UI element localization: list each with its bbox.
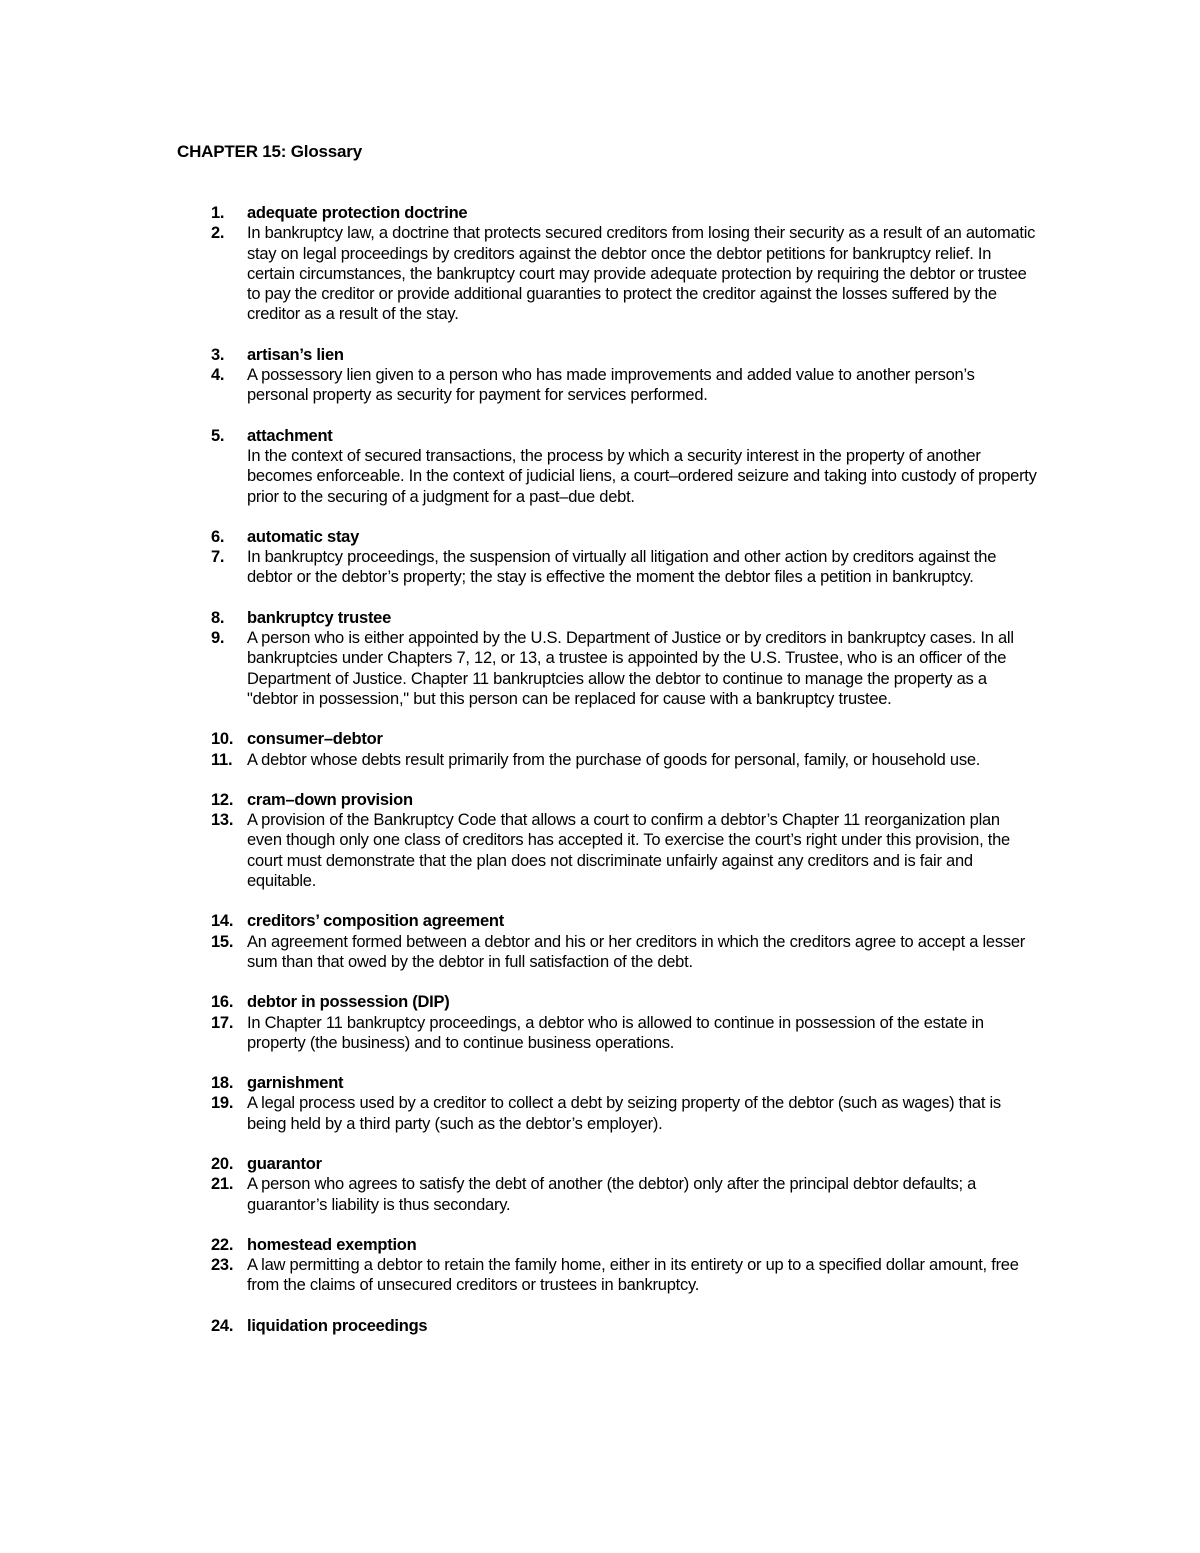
glossary-definition: A person who agrees to satisfy the debt of another (the debtor) only after the principal debtor defaults; a guarantor’s liability is thus secondary. xyxy=(247,1175,977,1214)
glossary-entry xyxy=(177,729,1037,770)
glossary-definition: In Chapter 11 bankruptcy proceedings, a debtor who is allowed to continue in possession of the estate in property (the business) and to continue business operations. xyxy=(247,1013,984,1052)
glossary-entry xyxy=(177,1235,1037,1296)
definition-row xyxy=(177,446,1037,507)
term-row xyxy=(177,1154,1037,1174)
term-row xyxy=(177,426,1037,446)
term-row xyxy=(177,527,1037,547)
glossary-entry xyxy=(177,1154,1037,1215)
definition-number: 17. xyxy=(211,1013,234,1032)
term-number: 5. xyxy=(211,426,225,445)
glossary-entry xyxy=(177,790,1037,891)
glossary-list xyxy=(177,203,1037,1356)
definition-number: 2. xyxy=(211,224,225,243)
term-number: 10. xyxy=(211,730,234,749)
glossary-definition: A legal process used by a creditor to collect a debt by seizing property of the debtor (such as wages) that is being held by a third party (such as the debtor’s employer). xyxy=(247,1094,1001,1133)
glossary-term: garnishment xyxy=(247,1074,344,1093)
glossary-definition: A debtor whose debts result primarily from the purchase of goods for personal, family, or household use. xyxy=(247,750,981,769)
definition-number: 21. xyxy=(211,1175,234,1194)
term-number: 24. xyxy=(211,1316,234,1335)
definition-number: 13. xyxy=(211,811,234,830)
term-number: 12. xyxy=(211,790,234,809)
term-row xyxy=(177,1073,1037,1093)
glossary-entry xyxy=(177,426,1037,507)
glossary-entry xyxy=(177,527,1037,588)
glossary-term: automatic stay xyxy=(247,527,360,546)
definition-row xyxy=(177,223,1037,324)
glossary-term: debtor in possession (DIP) xyxy=(247,993,450,1012)
glossary-definition: In the context of secured transactions, the process by which a security interest in the property of another becomes enforceable. In the context of judicial liens, a court–ordered seizure and taking into custody of property prior to the securing of a judgment for a past–due debt. xyxy=(247,446,1037,506)
glossary-term: attachment xyxy=(247,426,333,445)
term-row xyxy=(177,729,1037,749)
definition-number: 7. xyxy=(211,548,225,567)
page-title: CHAPTER 15: Glossary xyxy=(177,142,362,161)
document-page xyxy=(177,142,1037,1335)
term-number: 16. xyxy=(211,993,234,1012)
definition-number: 19. xyxy=(211,1094,234,1113)
definition-row xyxy=(177,628,1037,709)
definition-number: 11. xyxy=(211,750,233,769)
definition-row xyxy=(177,1174,1037,1215)
glossary-term: artisan’s lien xyxy=(247,345,344,364)
definition-row xyxy=(177,810,1037,891)
term-row xyxy=(177,790,1037,810)
term-row xyxy=(177,1235,1037,1255)
definition-row xyxy=(177,1093,1037,1134)
glossary-entry xyxy=(177,203,1037,325)
glossary-term: creditors’ composition agreement xyxy=(247,912,504,931)
glossary-definition: An agreement formed between a debtor and his or her creditors in which the creditors agree to accept a lesser sum than that owed by the debtor in full satisfaction of the debt. xyxy=(247,932,1026,971)
term-row xyxy=(177,608,1037,628)
definition-row xyxy=(177,750,1037,770)
term-row xyxy=(177,203,1037,223)
glossary-definition: A law permitting a debtor to retain the family home, either in its entirety or up to a specified dollar amount, free from the claims of unsecured creditors or trustees in bankruptcy. xyxy=(247,1256,1019,1295)
term-number: 3. xyxy=(211,345,225,364)
term-row xyxy=(177,992,1037,1012)
glossary-entry xyxy=(177,1316,1037,1336)
term-number: 8. xyxy=(211,608,225,627)
glossary-term: adequate protection doctrine xyxy=(247,204,468,222)
definition-row xyxy=(177,547,1037,588)
definition-number: 23. xyxy=(211,1256,234,1275)
term-row xyxy=(177,1316,1037,1336)
definition-row xyxy=(177,365,1037,406)
term-number: 18. xyxy=(211,1074,234,1093)
definition-row xyxy=(177,932,1037,973)
term-number: 22. xyxy=(211,1235,234,1254)
definition-row xyxy=(177,1255,1037,1296)
glossary-entry xyxy=(177,992,1037,1053)
glossary-term: liquidation proceedings xyxy=(247,1316,428,1335)
term-number: 1. xyxy=(211,204,225,222)
glossary-definition: A person who is either appointed by the U.S. Department of Justice or by creditors in bankruptcy cases. In all bankruptcies under Chapters 7, 12, or 13, a trustee is appointed by the U.S. Trustee, who is an officer of the Department of Justice. Chapter 11 bankruptcies allow the debtor to continue to manage the property as a "debtor in possession," but this person can be replaced for cause with a bankruptcy trustee. xyxy=(247,629,1014,708)
definition-number: 15. xyxy=(211,932,234,951)
glossary-definition: A possessory lien given to a person who has made improvements and added value to another person’s personal property as security for payment for services performed. xyxy=(247,366,975,405)
term-number: 14. xyxy=(211,912,234,931)
glossary-term: consumer–debtor xyxy=(247,730,383,749)
definition-row xyxy=(177,1013,1037,1054)
glossary-term: homestead exemption xyxy=(247,1235,417,1254)
term-number: 20. xyxy=(211,1154,234,1173)
glossary-term: cram–down provision xyxy=(247,790,413,809)
term-row xyxy=(177,911,1037,931)
glossary-entry xyxy=(177,911,1037,972)
definition-number: 9. xyxy=(211,629,225,648)
glossary-entry xyxy=(177,345,1037,406)
glossary-definition: A provision of the Bankruptcy Code that allows a court to confirm a debtor’s Chapter 11 reorganization plan even though only one class of creditors has accepted it. To exercise the court’s right under this provision, the court must demonstrate that the plan does not discriminate unfairly against any creditors and is fair and equitable. xyxy=(247,811,1010,891)
glossary-definition: In bankruptcy law, a doctrine that protects secured creditors from losing their security as a result of an automatic stay on legal proceedings by creditors against the debtor once the debtor petitions for bankruptcy relief. In certain circumstances, the bankruptcy court may provide adequate protection by requiring the debtor or trustee to pay the creditor or provide additional guaranties to protect the creditor against the losses suffered by the creditor as a result of the stay. xyxy=(247,224,1036,324)
glossary-term: guarantor xyxy=(247,1154,322,1173)
definition-number: 4. xyxy=(211,366,225,385)
term-row xyxy=(177,345,1037,365)
glossary-definition: In bankruptcy proceedings, the suspension of virtually all litigation and other action by creditors against the debtor or the debtor’s property; the stay is effective the moment the debtor files a petition in bankruptcy. xyxy=(247,548,997,587)
glossary-entry xyxy=(177,1073,1037,1134)
glossary-entry xyxy=(177,608,1037,709)
glossary-term: bankruptcy trustee xyxy=(247,608,392,627)
term-number: 6. xyxy=(211,527,225,546)
